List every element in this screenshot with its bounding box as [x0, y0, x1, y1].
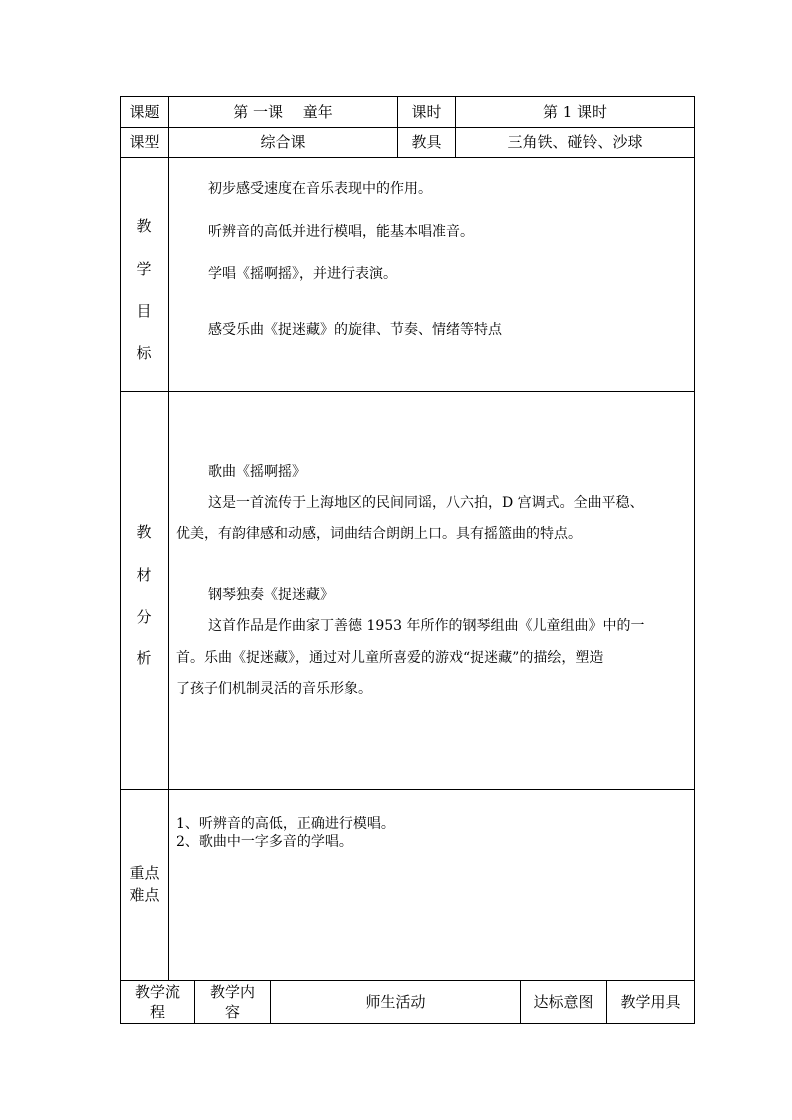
border-keypoints	[120, 980, 695, 981]
analysis-label-2: 材	[136, 566, 152, 584]
flow-col4: 达标意图	[533, 993, 594, 1011]
keypoints-label-line1: 重点	[129, 864, 160, 882]
keypoint-item: 2、歌曲中一字多音的学唱。	[176, 834, 353, 850]
song-desc-line: 优美，有韵律感和动感，词曲结合朗朗上口。具有摇篮曲的特点。	[176, 526, 582, 542]
piano-desc-line: 这首作品是作曲家丁善德 1953 年所作的钢琴组曲《儿童组曲》中的一	[208, 618, 645, 634]
topic-value: 第 一课 童年	[233, 103, 333, 121]
flow-col3: 师生活动	[365, 993, 426, 1011]
type-label: 课型	[129, 133, 160, 151]
objective-item: 学唱《摇啊摇》，并进行表演。	[208, 266, 397, 282]
piano-title: 钢琴独奏《捉迷藏》	[208, 587, 334, 603]
type-value: 综合课	[260, 133, 306, 151]
tools-value: 三角铁、碰铃、沙球	[507, 133, 643, 151]
objectives-label-3: 目	[136, 302, 152, 320]
keypoint-item: 1、听辨音的高低，正确进行模唱。	[176, 816, 395, 832]
objectives-label-1: 教	[136, 217, 152, 235]
border-top	[120, 96, 695, 97]
border-row1	[120, 127, 695, 128]
objective-item: 感受乐曲《捉迷藏》的旋律、节奏、情绪等特点	[208, 322, 502, 338]
border-analysis	[120, 789, 695, 790]
keypoints-label-line2: 难点	[129, 886, 160, 904]
piano-desc-line: 首。乐曲《捉迷藏》，通过对儿童所喜爱的游戏“捉迷藏”的描绘，塑造	[176, 650, 604, 666]
analysis-label-4: 析	[136, 649, 152, 667]
song-title: 歌曲《摇啊摇》	[208, 464, 306, 480]
song-desc-line: 这是一首流传于上海地区的民间同谣，八六拍，D 宫调式。全曲平稳、	[208, 495, 644, 511]
topic-label: 课题	[129, 103, 160, 121]
tools-label: 教具	[411, 133, 442, 151]
analysis-label-1: 教	[136, 523, 152, 541]
piano-desc-line: 了孩子们机制灵活的音乐形象。	[176, 681, 372, 697]
flow-col5: 教学用具	[620, 993, 681, 1011]
border-bottom	[120, 1023, 695, 1024]
flow-col2-line1: 教学内	[209, 983, 255, 1001]
objective-item: 初步感受速度在音乐表现中的作用。	[208, 181, 432, 197]
period-value: 第 1 课时	[542, 103, 608, 121]
analysis-label-3: 分	[136, 608, 152, 626]
period-label: 课时	[411, 103, 442, 121]
objective-item: 听辨音的高低并进行模唱，能基本唱准音。	[208, 224, 474, 240]
border-right	[694, 96, 695, 1024]
flow-col1-line2: 程	[149, 1003, 165, 1021]
border-row2	[120, 157, 695, 158]
flow-col2-line2: 容	[224, 1003, 240, 1021]
objectives-label-4: 标	[136, 344, 152, 362]
border-objectives	[120, 391, 695, 392]
objectives-label-2: 学	[136, 260, 152, 278]
flow-col1-line1: 教学流	[134, 983, 180, 1001]
border-label-col	[168, 96, 169, 981]
